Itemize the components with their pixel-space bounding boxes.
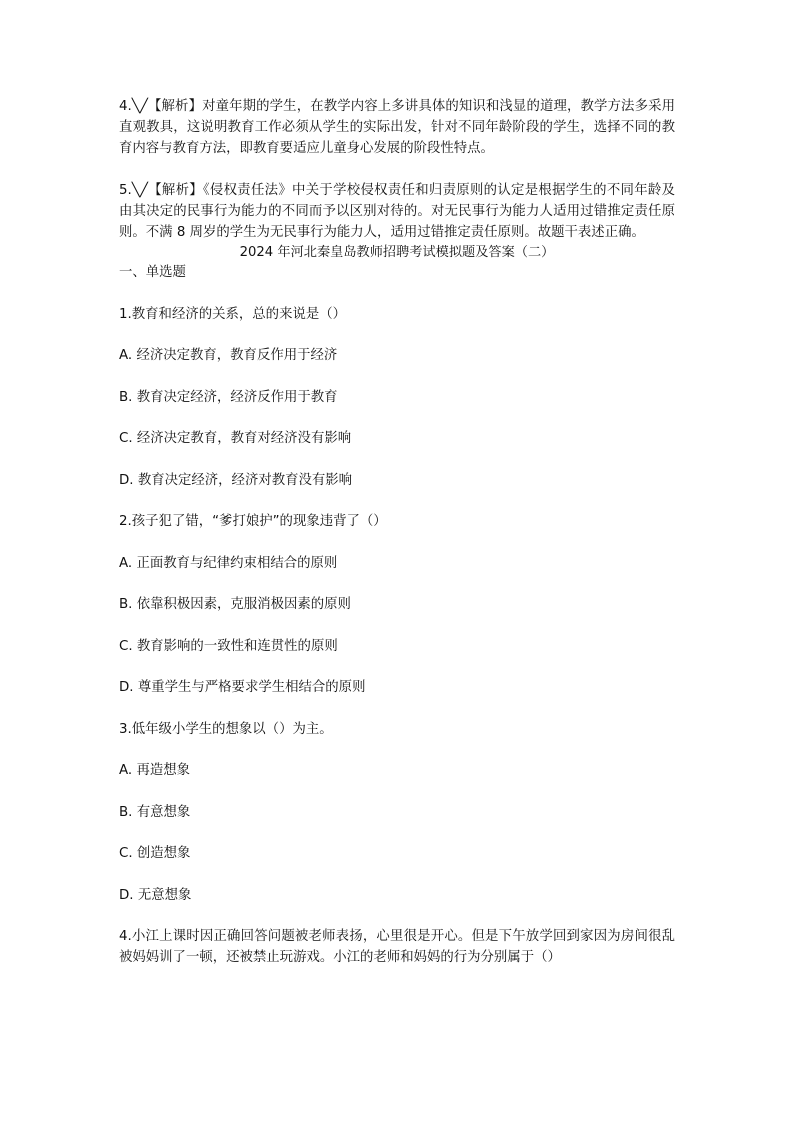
paragraph-gap [119, 283, 675, 304]
question-1-stem: 1.教育和经济的关系，总的来说是（） [119, 306, 347, 322]
question-1-option-a: A. 经济决定教育，教育反作用于经济 [119, 348, 338, 363]
question-2-option-b: B. 依靠积极因素，克服消极因素的原则 [119, 597, 351, 612]
question-1-option-c: C. 经济决定教育，教育对经济没有影响 [119, 431, 352, 446]
paragraph-gap [119, 159, 675, 180]
question-3-option-c: C. 创造想象 [119, 846, 191, 861]
question-2-option-c: C. 教育影响的一致性和连贯性的原则 [119, 638, 338, 654]
question-3-option-d: D. 无意想象 [119, 887, 192, 903]
question-2-option-d: D. 尊重学生与严格要求学生相结合的原则 [119, 680, 366, 695]
answer-explanation-5: 5.╲╱【解析】《侵权责任法》中关于学校侵权责任和归责原则的认定是根据学生的不同年龄及由其决定的民事行为能力的不同而予以区别对待的。对无民事行为能力人适用过错推定责任原则。不满 8 周岁的学生为无民事行为能力人，适用过错推定责任原则。故题干表述正确。 [119, 183, 675, 240]
question-3-option-a: A. 再造想象 [119, 763, 190, 778]
question-3-option-b: B. 有意想象 [119, 804, 191, 820]
document-title: 2024 年河北秦皇岛教师招聘考试模拟题及答案（二） [239, 245, 555, 260]
question-1-option-b: B. 教育决定经济，经济反作用于教育 [119, 389, 338, 405]
question-4-stem: 4.小江上课时因正确回答问题被老师表扬，心里很是开心。但是下午放学回到家因为房间很乱被妈妈训了一顿，还被禁止玩游戏。小江的老师和妈妈的行为分别属于（） [119, 929, 675, 965]
question-3-stem: 3.低年级小学生的想象以（）为主。 [119, 721, 333, 737]
question-2-stem: 2.孩子犯了错，“爹打娘护”的现象违背了（） [119, 514, 387, 529]
document-page [119, 96, 675, 968]
question-1-option-d: D. 教育决定经济，经济对教育没有影响 [119, 472, 353, 488]
section-title: 一、单选题 [119, 265, 186, 280]
question-2-option-a: A. 正面教育与纪律约束相结合的原则 [119, 555, 338, 571]
answer-explanation-4: 4.╲╱【解析】对童年期的学生，在教学内容上多讲具体的知识和浅显的道理，教学方法多采用直观教具，这说明教育工作必须从学生的实际出发，针对不同年龄阶段的学生，选择不同的教育内容与教育方法，即教育要适应儿童身心发展的阶段性特点。 [119, 99, 675, 156]
